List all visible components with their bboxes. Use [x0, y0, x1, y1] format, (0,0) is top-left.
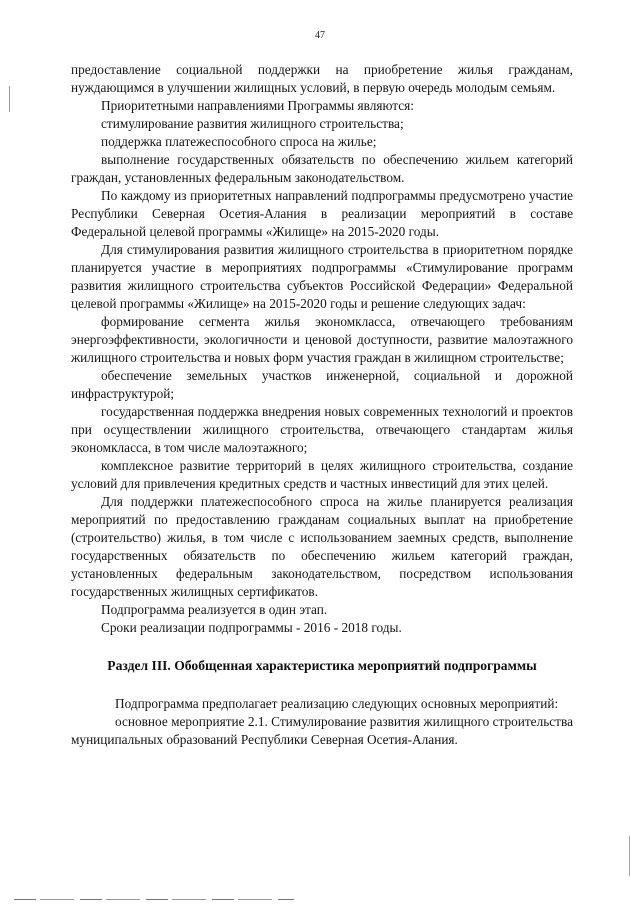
paragraph: Для стимулирования развития жилищного строительства в приоритетном порядке планируется участие в мероприятиях подпрограммы «Стимулирование программ развития жилищного строительства субъектов Российской Федерации» Федеральной целевой программы «Жилище» на 2015-2020 годы и решение следующих задач:: [71, 242, 573, 311]
paragraph: комплексное развитие территорий в целях жилищного строительства, создание условий для привлечения кредитных средств и частных инвестиций для этих целей.: [71, 458, 573, 491]
paragraph: поддержка платежеспособного спроса на жилье;: [101, 134, 377, 149]
paragraph: Приоритетными направлениями Программы являются:: [101, 98, 414, 113]
paragraph: стимулирование развития жилищного строительства;: [101, 116, 404, 131]
scan-artifact-left: [9, 86, 10, 112]
section-heading: Раздел III. Обобщенная характеристика мероприятий подпрограммы: [107, 658, 537, 673]
paragraph: выполнение государственных обязательств по обеспечению жильем категорий граждан, установленных федеральным законодательством.: [71, 152, 573, 185]
document-body: [71, 61, 573, 749]
paragraph: Подпрограмма реализуется в один этап.: [101, 602, 328, 617]
paragraph: государственная поддержка внедрения новых современных технологий и проектов при осуществлении жилищного строительства, отвечающего стандартам жилья экономкласса, в том числе малоэтажного;: [71, 404, 573, 455]
paragraph: предоставление социальной поддержки на приобретение жилья гражданам, нуждающимся в улучшении жилищных условий, в первую очередь молодым семьям.: [71, 62, 573, 95]
paragraph: По каждому из приоритетных направлений подпрограммы предусмотрено участие Республики Северная Осетия-Алания в реализации мероприятий в составе Федеральной целевой программы «Жилище» на 2015-2020 годы.: [71, 188, 573, 239]
paragraph: Сроки реализации подпрограммы - 2016 - 2018 годы.: [101, 620, 402, 635]
paragraph: основное мероприятие 2.1. Стимулирование развития жилищного строительства муниципальных образований Республики Северная Осетия-Алания.: [71, 714, 573, 747]
scan-bottom-edge: [14, 899, 294, 900]
paragraph: Для поддержки платежеспособного спроса на жилье планируется реализация мероприятий по предоставлению гражданам социальных выплат на приобретение (строительство) жилья, в том числе с использованием заемных средств, выполнение государственных обязательств по обеспечению жильем категорий граждан, установленных федеральным законодательством, посредством использования государственных жилищных сертификатов.: [71, 494, 573, 599]
scan-artifact-right: [629, 836, 630, 876]
page-number: 47: [315, 30, 325, 41]
paragraph: Подпрограмма предполагает реализацию следующих основных мероприятий:: [115, 696, 559, 711]
paragraph: формирование сегмента жилья экономкласса, отвечающего требованиям энергоэффективности, экологичности и ценовой доступности, развитие малоэтажного жилищного строительства и новых форм участия граждан в жилищном строительстве;: [71, 314, 573, 365]
paragraph: обеспечение земельных участков инженерной, социальной и дорожной инфраструктурой;: [71, 368, 573, 401]
